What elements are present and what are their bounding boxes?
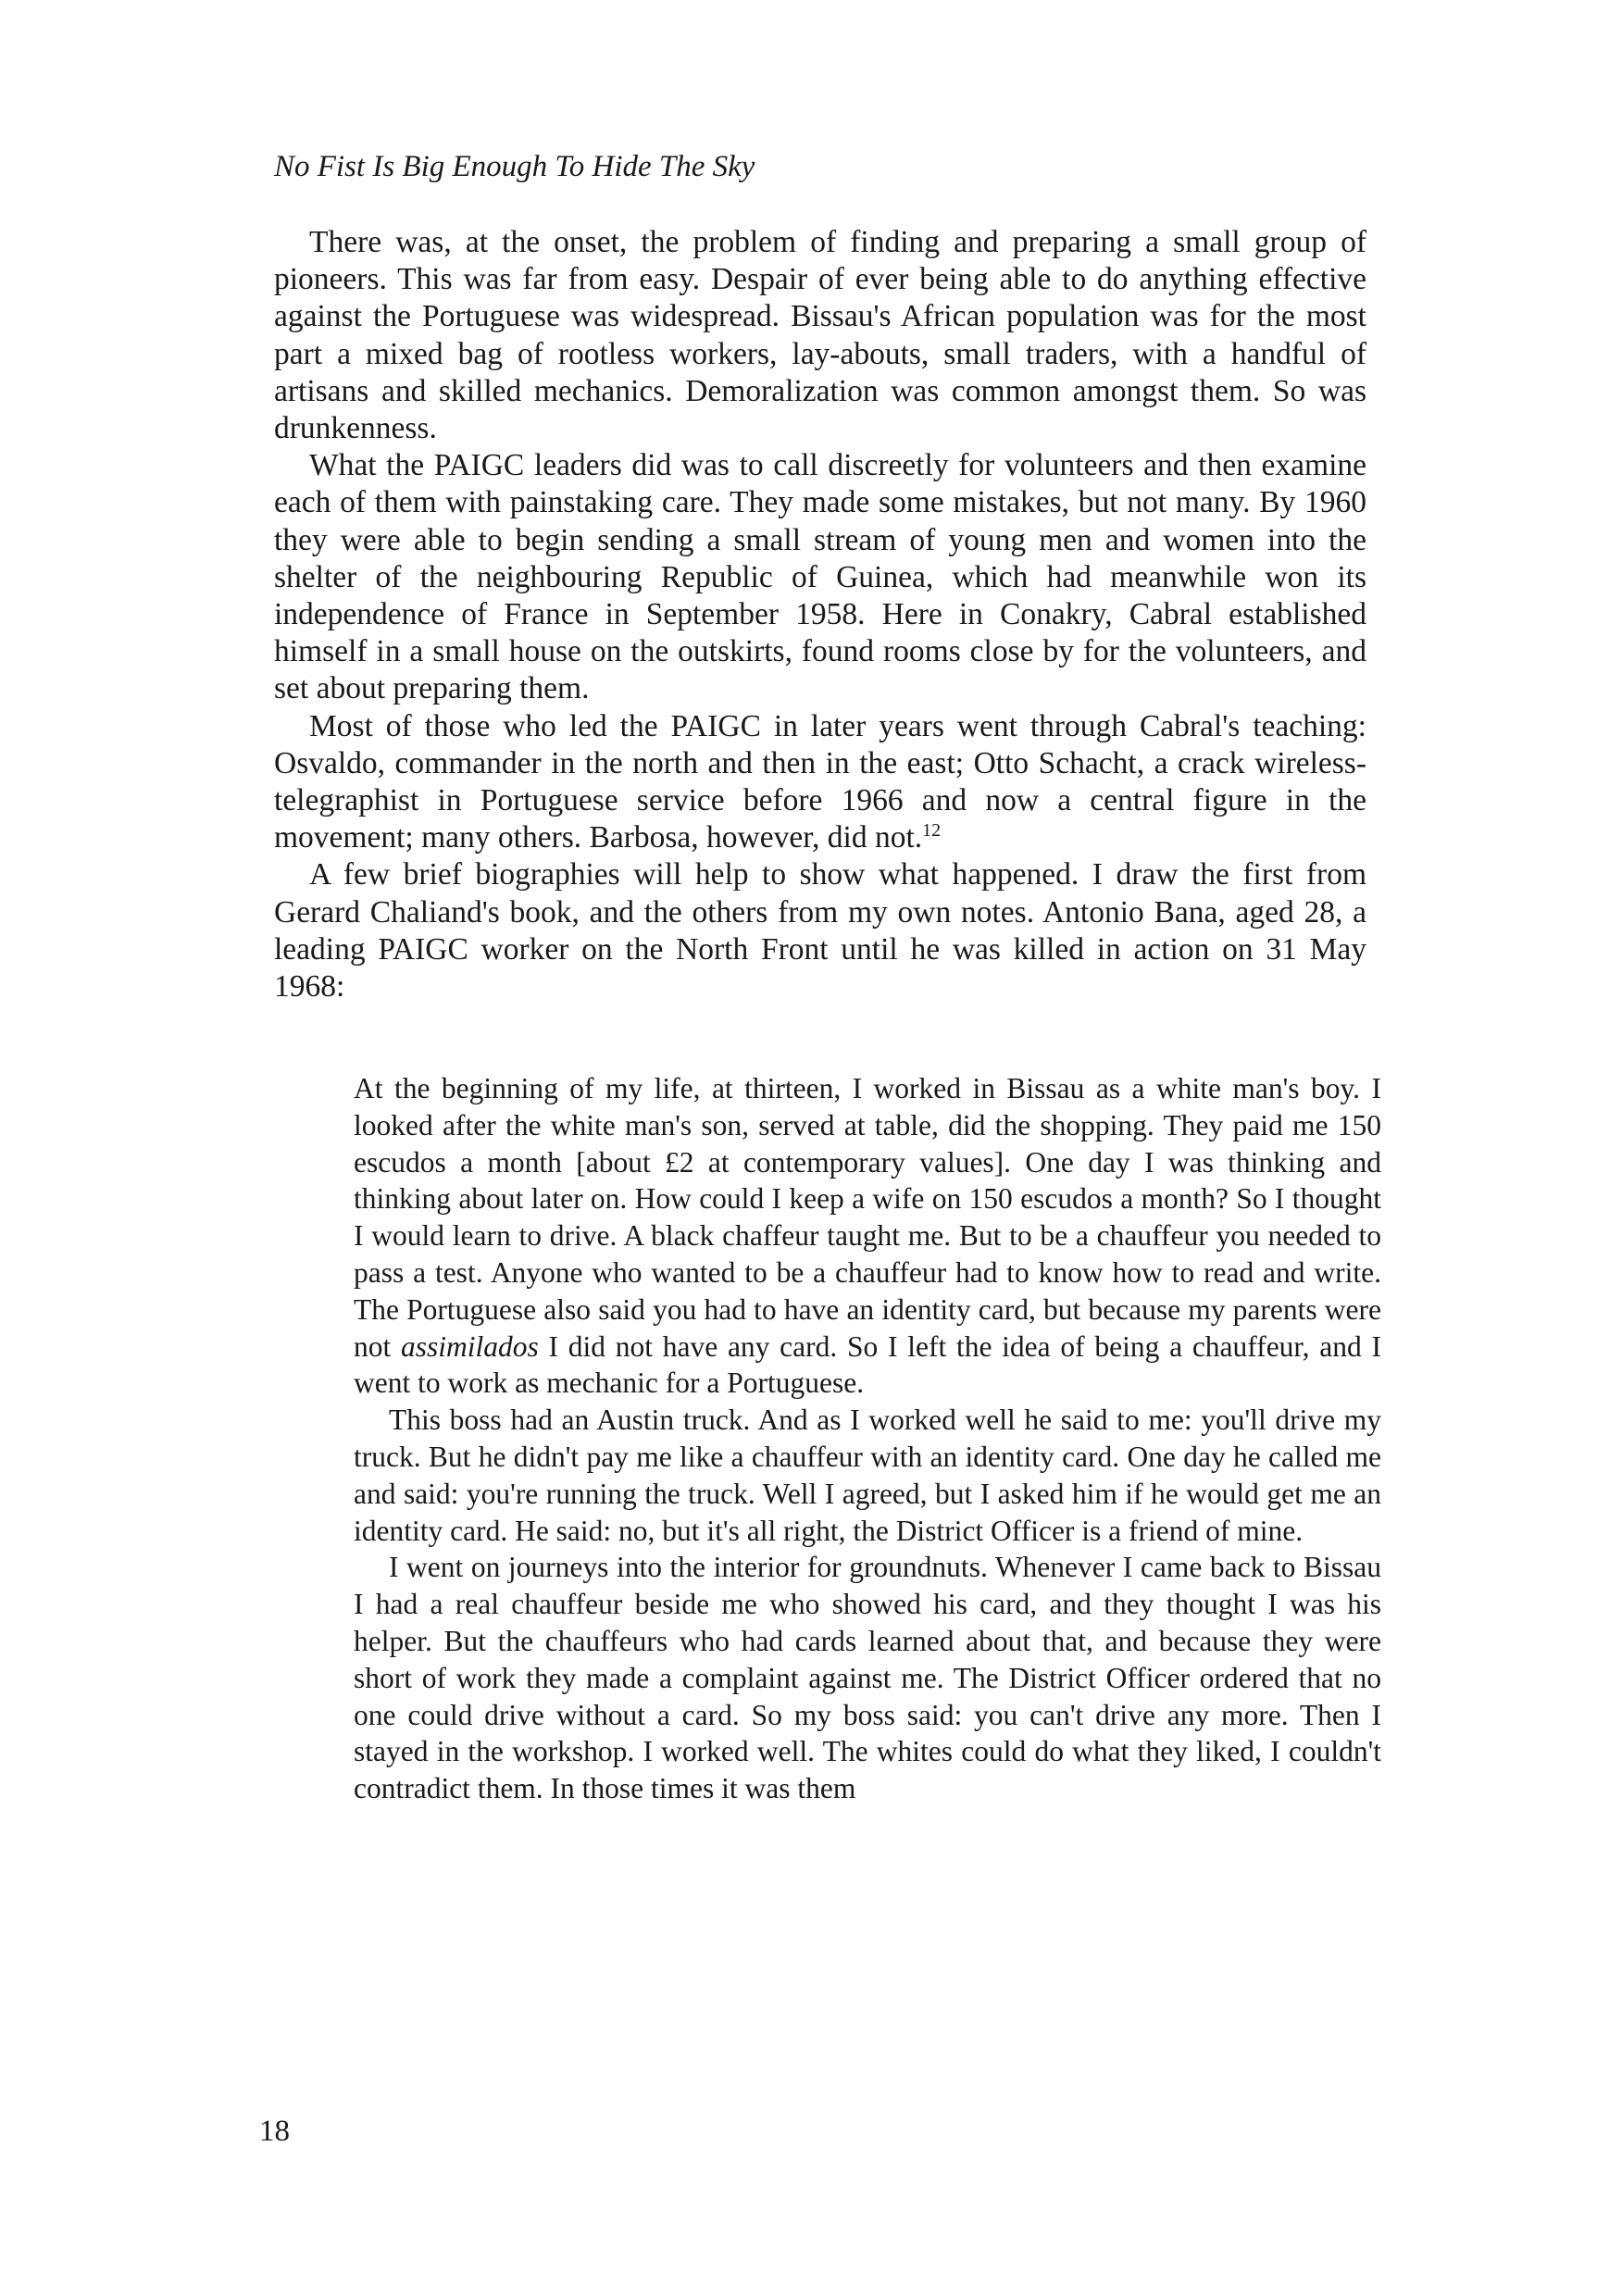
italic-term: assimilados	[401, 1329, 539, 1363]
quote-paragraph	[354, 1070, 1381, 1402]
paragraph: A few brief biographies will help to show what happened. I draw the first from Gerard Chaliand's book, and the others from my own notes. Antonio Bana, aged 28, a leading PAIGC worker on the North Front until he was killed in action on 31 May 1968:	[274, 857, 1366, 1004]
quote-paragraph: I went on journeys into the interior for groundnuts. Whenever I came back to Bissau I had a real chauffeur beside me who showed his card, and they thought I was his helper. But the chauffeurs who had cards learned about that, and because they were short of work they made a complaint against me. The District Officer ordered that no one could drive without a card. So my boss said: you can't drive any more. Then I stayed in the workshop. I worked well. The whites could do what they liked, I couldn't contradict them. In those times it was them	[354, 1551, 1381, 1805]
footnote-reference: 12	[922, 820, 942, 842]
paragraph-text: Most of those who led the PAIGC in later years went through Cabral's teaching: Osvaldo, commander in the north and then in the east; Otto Schacht, a crack wireless-telegraphist in Portuguese service before 1966 and now a central figure in the movement; many others. Barbosa, however, did not.	[274, 708, 1366, 855]
running-head: No Fist Is Big Enough To Hide The Sky	[274, 150, 755, 183]
page-number: 18	[259, 2115, 290, 2148]
quote-text: I did not have any card. So I left the idea of being a chauffeur, and I went to work as mechanic for a Portuguese.	[354, 1329, 1381, 1400]
paragraph	[274, 708, 1366, 857]
paragraph	[274, 447, 1366, 707]
block-quote	[354, 1070, 1381, 1807]
paragraph-text: What the PAIGC leaders did was to call discreetly for volunteers and then examine each of them with painstaking care. They made some mistakes, but not many. By 1960 they were able to begin sending a small stream of young men and women into the shelter of the neighbouring Republic of Guinea, which had meanwhile won its independence of France in September 1958. Here in Conakry, Cabral established himself in a small house on the outskirts, found rooms close by for the volunteers, and set about preparing them.	[274, 448, 1366, 706]
body-text	[274, 224, 1366, 1005]
quote-paragraph: This boss had an Austin truck. And as I worked well he said to me: you'll drive my truck. But he didn't pay me like a chauffeur with an identity card. One day he called me and said: you're running the truck. Well I agreed, but I asked him if he would get me an identity card. He said: no, but it's all right, the District Officer is a friend of mine.	[354, 1404, 1381, 1547]
paragraph: There was, at the onset, the problem of finding and preparing a small group of pioneers. This was far from easy. Despair of ever being able to do anything effective against the Portuguese was widespread. Bissau's African population was for the most part a mixed bag of rootless workers, lay-abouts, small traders, with a handful of artisans and skilled mechanics. Demoralization was common amongst them. So was drunkenness.	[274, 225, 1366, 446]
quote-text: At the beginning of my life, at thirteen, I worked in Bissau as a white man's boy. I looked after the white man's son, served at table, did the shopping. They paid me 150 escudos a month [about £2 at contemporary values]. One day I was thinking and thinking about later on. How could I keep a wife on 150 escudos a month? So I thought I would learn to drive. A black chaffeur taught me. But to be a chauffeur you needed to pass a test. Anyone who wanted to be a chauffeur had to know how to read and write. The Portuguese also said you had to have an identity card, but because my parents were not	[354, 1072, 1381, 1363]
